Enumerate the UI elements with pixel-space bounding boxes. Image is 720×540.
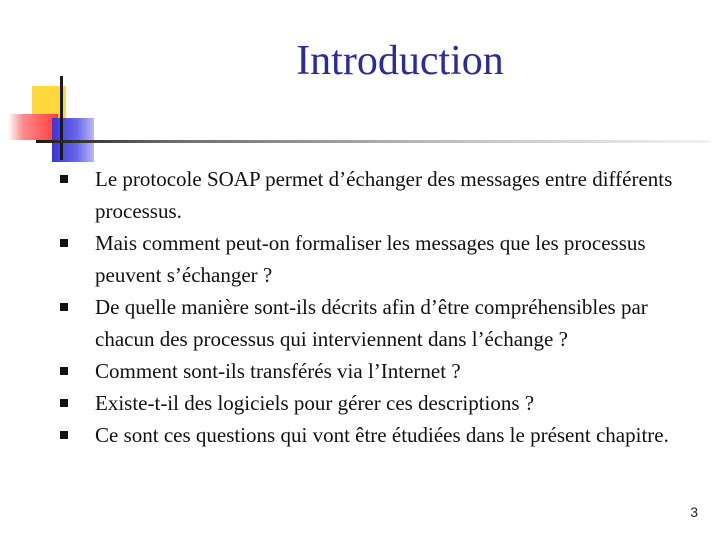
bullet-icon [60,367,68,375]
bullet-text: Ce sont ces questions qui vont être étudiées dans le présent chapitre. [95,423,669,447]
list-item [60,227,700,291]
corner-emblem [0,0,110,170]
bullet-text: Comment sont-ils transférés via l’Internet ? [95,359,461,383]
list-item [60,355,700,387]
bullet-text: Existe-t-il des logiciels pour gérer ces descriptions ? [95,391,535,415]
list-item [60,163,700,227]
vertical-divider [60,76,63,160]
list-item [60,387,700,419]
bullet-text: Le protocole SOAP permet d’échanger des messages entre différents processus. [95,167,673,223]
bullet-icon [60,303,68,311]
list-item [60,419,700,451]
slide-title: Introduction [296,38,504,84]
title-underline [36,140,710,143]
bullet-text: De quelle manière sont-ils décrits afin d’être compréhensibles par chacun des processus qui interviennent dans l’échange ? [95,295,648,351]
bullet-list [60,163,700,451]
bullet-icon [60,431,68,439]
list-item [60,291,700,355]
bullet-text: Mais comment peut-on formaliser les messages que les processus peuvent s’échanger ? [95,231,646,287]
red-square [8,114,58,140]
bullet-icon [60,239,68,247]
bullet-icon [60,399,68,407]
page-number: 3 [690,504,698,520]
bullet-icon [60,175,68,183]
